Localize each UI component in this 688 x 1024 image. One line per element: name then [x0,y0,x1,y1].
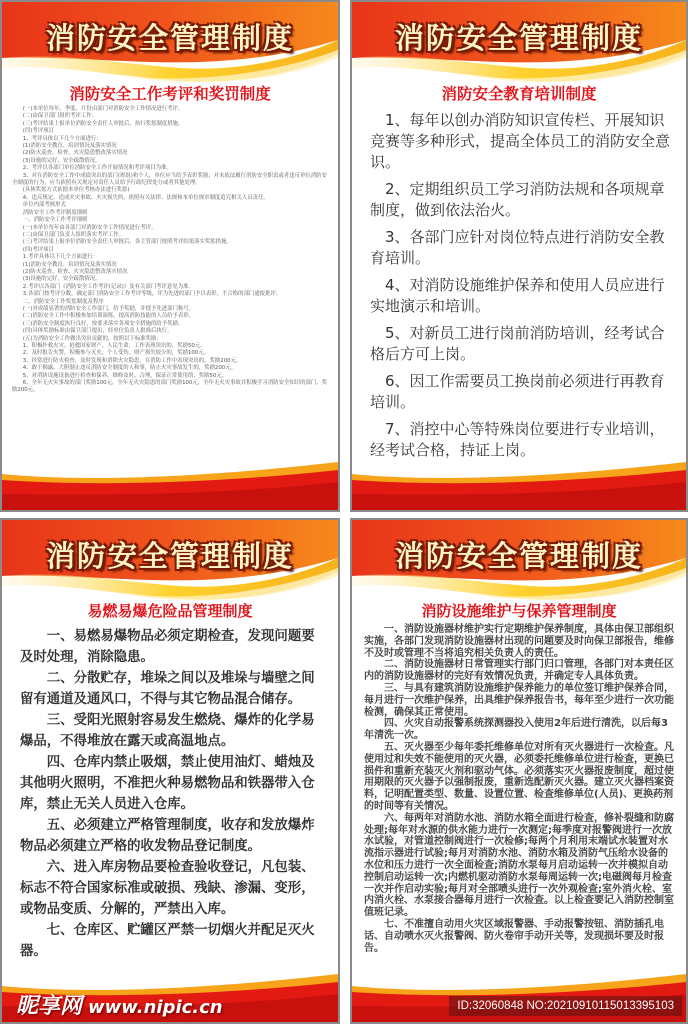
regulation-item: 四、火灾自动报警系统探测器投入使用2年后进行清洗，以后每3年清洗一次。 [364,718,668,742]
site-name: 昵享网 [16,994,83,1019]
regulation-item: 单位内部考核形式 [22,202,66,209]
regulation-text [370,110,672,467]
regulation-item: 4、对消防设施维护保养和使用人员应进行实地演示和培训。 [370,276,665,315]
poster-title: 消防安全管理制度 [394,21,643,55]
regulation-item: 1、考评具体以下几个方面进行： [22,135,102,142]
regulation-item: 四、仓库内禁止吸烟，禁止使用油灯、蜡烛及其他明火照明，不准把火种易燃物品和铁器带入仓库，禁止无关人员进入仓库。 [20,755,315,812]
regulation-item: (三)考评结果上报单位消防安全责任人审批后，各主管部门按照考评结果落实奖惩措施。 [22,239,232,246]
regulation-item: 6、全年无火灾事故的部门奖励100元，全年无火灾隐患的部门奖励100元，全年无火灾事故并积极学习消防安全知识的部门，奖励200元。 [12,380,328,394]
regulation-item: 2、定期组织员工学习消防法规和各项规章制度，做到依法治火。 [370,180,665,219]
footer-wave-band [352,460,686,510]
regulation-item: (2)防火巡查、检查、火灾隐患整改落实情况 [22,150,128,157]
regulation-item: 一、消防设施器材维护实行定期维护保养制度，具体由保卫部组织实施，各部门发现消防设施器材出现的问题要及时向保卫部报告，维修不及时或管理不当将追究相关负责人的责任。 [364,624,674,659]
regulation-item: 七、仓库区、贮罐区严禁一切烟火并配足灭火器。 [20,923,315,959]
regulation-item: (3)设施的完好，安全疏散情况。 [22,157,101,164]
regulation-item: (具体奖惩方式依据本单位考核办法进行奖惩) [22,187,130,194]
regulation-item: 六、每两年对消防水池、消防水箱全面进行检查，修补裂缝和防腐处理;每年对水源的供水能力进行一次测定;每季度对报警阀进行一次放水试验，对管道控制阀进行一次检修;每两个月利用末端试水装置对水流指示器进行试验;每月对消防水池、消防水箱及消防气压给水设备的水位和压力进行一次全面检查;消防水泵每月启动运转一次并模拟自动控制启动运转一次;内燃机驱动消防水泵每周运转一次;电磁阀每月检查一次并作启动实验;每月对全部喷头进行一次外观检查;室外消火栓、室内消火栓、水泵接合器每月进行一次检查。以上检查要记入消防控制室值班记录。 [364,812,674,919]
poster-panel [350,518,688,1024]
regulation-item: 7、消控中心等特殊岗位要进行专业培训，经考试合格，持证上岗。 [370,420,665,459]
poster-subtitle: 消防安全工作考评和奖罚制度 [69,85,271,103]
regulation-item: 3、对在消防安全工作中成绩突出的部门(班组)和个人，单位应当给予表彰奖励；对未依法履行消防安全职责或者违反单位消防安全制度的行为，应当依照有关规定对责任人员给予行政纪律处分或者其他处理。 [12,172,327,187]
regulation-text [20,626,324,962]
regulation-item: 消防安全工作考评制度细则 [22,209,88,216]
regulation-item: 三、与具有建筑消防设施维护保养能力的单位签订维护保养合同，每月进行一次维护保养，出具维护保养报告书，每年至少进行一次功能检测，确保其正常使用。 [364,682,674,718]
site-url: www.nipic.cn [88,997,223,1018]
regulation-item: 五、灭火器至少每年委托维修单位对所有灭火器进行一次检查。凡使用过和失效不能使用的灭火器，必须委托维修单位进行检查，更换已损件和重新充装灭火剂和驱动气体。必须落实灭火器报废制度，超过使用期限的灭火器予以强制报废，重新选配新灭火器。建立灭火器档案资料，记明配置类型、数量、设置位置、检查维修单位(人员)、更换药剂的时间等有关情况。 [364,741,674,812]
regulation-item: (四)考评项目 [22,246,54,253]
regulation-item: 三、受阳光照射容易发生燃烧、爆炸的化学易爆品，不得堆放在露天或高温地点。 [20,713,315,749]
regulation-item: 一、消防安全工作考评细则 [22,217,88,224]
footer-wave-band [2,460,338,510]
regulation-item: 4、敢于揭露、大胆制止违反消防安全制度的人和事，防止火灾事故发生的，奖励200元。 [22,365,236,372]
regulation-text [364,624,676,954]
regulation-item: 二、消防设施器材日常管理实行部门归口管理，各部门对本责任区内的消防设施器材的完好有效情况负责，并确定专人具体负责。 [364,659,674,683]
regulation-item: 2、考评以各部门单位消防安全工作开展情况和考评项目为准。 [22,165,172,172]
poster-title: 消防安全管理制度 [45,539,294,573]
footer-wave-graphic [2,460,338,510]
regulation-item: (3)设施的完好，安全疏散情况。 [22,276,101,283]
site-watermark [16,989,223,1020]
regulation-item: (2)防火巡查、检查、火灾隐患整改落实情况 [22,268,128,275]
regulation-text [12,106,330,395]
regulation-item: 六、进入库房物品要检查验收登记，凡包装、标志不符合国家标准或破损、残缺、渗漏、变形，或物品变质、分解的，严禁出入库。 [20,860,315,917]
image-id-watermark: ID:32060848 NO:20210910115013395103 [449,996,682,1016]
regulation-item: 4、违反规定，造成火灾事故、火灾损失的，依照有关法律、法规和本单位规章制度追究相关人员责任。 [22,194,269,201]
regulation-item: (四)考评项目 [22,128,54,135]
poster-subtitle: 易燃易爆危险品管理制度 [87,602,253,620]
regulation-item: (三)考评结果上报单位消防安全责任人审批后，执行奖惩制度措施。 [22,120,184,127]
poster-subtitle: 消防设施维护与保养管理制度 [421,602,617,620]
regulation-item: (五)为消防安全工作做出突出贡献的，按照以下标准奖励： [22,335,162,342]
regulation-item: 五、必须建立严格管理制度，收存和发放爆炸物品必须建立严格的收发物品登记制度。 [20,818,315,854]
regulation-item: 1.考评具体以下几个方面进行： [22,254,99,261]
regulation-item: (一)本单位每年、季度、月份由部门对消防安全工作情况进行考评。 [22,106,184,112]
regulation-item: (一)对成绩显著的消防安全工作部门，给予奖励，并授予先进部门称号。 [22,305,195,312]
regulation-item: 1、积极扑救火灾，抢救国家财产、人民生命，工作表现突出的，奖励50元。 [22,343,206,349]
regulation-item: 2、及时报告火警，积极参与灭火，个人受伤、财产损失较少的，奖励100元。 [22,350,210,357]
poster-subtitle: 消防安全教育培训制度 [441,85,597,103]
regulation-item: 1、每年以创办消防知识宣传栏、开展知识竞赛等多种形式，提高全体员工的消防安全意识。 [370,111,671,171]
regulation-item: 3.各部门按考评分数，确定部门消防安全工作考评等级，评为先进的部门予以表彰，不合格的部门通报批评。 [22,291,282,298]
poster-panel [0,0,340,512]
footer-wave-graphic [352,460,686,510]
regulation-item: 3、经常进行防火检查，及时发现和消除火灾隐患，在消防工作中表现突出的，奖励200元。 [22,357,242,364]
regulation-item: (一)本单位每年由各部门对消防安全工作情况进行考评。 [22,224,157,231]
regulation-item: (二)由保卫部门组织考评工作。 [22,113,98,120]
regulation-item: (三)消防安全制度执行良好，按要求落实各项安全措施的给予奖励。 [22,320,184,327]
regulation-item: 3、各部门应针对岗位特点进行消防安全教育培训。 [370,228,665,267]
poster-panel [0,518,340,1024]
poster-title: 消防安全管理制度 [394,539,643,573]
poster-title: 消防安全管理制度 [45,21,294,55]
regulation-item: 5、对消防设施设备进行检查和保养，维修及时、合理，保证正常使用的，奖励50元。 [22,372,228,379]
regulation-item: 2.考评以各部门《消防安全工作考评(记录)》及有关部门考评意见为准。 [22,283,194,290]
regulation-item: 一、易燃易爆物品必须定期检查，发现问题要及时处理，消除隐患。 [20,629,315,665]
regulation-item: 二、分散贮存，堆垛之间以及堆垛与墙壁之间留有通道及通风口，不得与其它物品混合储存。 [20,671,315,707]
regulation-item: 七、不准擅自动用火灾区域报警器、手动报警按钮、消防插孔电话、自动喷水灭火报警阀、防火卷帘手动开关等，发现损坏要及时报告。 [364,918,664,954]
regulation-item: (二)由保卫部门负责人组织落实考评工作。 [22,231,125,238]
regulation-item: (四)具体奖励标准由保卫部门提出，经单位负责人批准后执行。 [22,328,173,335]
regulation-item: (二)消防安全工作中积极参加培训演练，提高消防技能的人员给予表彰。 [22,313,195,320]
regulation-item: 5、对新员工进行岗前消防培训，经考试合格后方可上岗。 [370,324,665,363]
regulation-item: 6、因工作需要员工换岗前必须进行再教育培训。 [370,372,665,411]
regulation-item: (1)消防安全教育、培训情况及落实情况 [22,143,117,150]
regulation-item: (1)消防安全教育、培训情况及落实情况 [22,261,117,268]
regulation-item: 二、消防安全工作奖惩制度及程序 [22,298,104,305]
poster-panel [350,0,688,512]
